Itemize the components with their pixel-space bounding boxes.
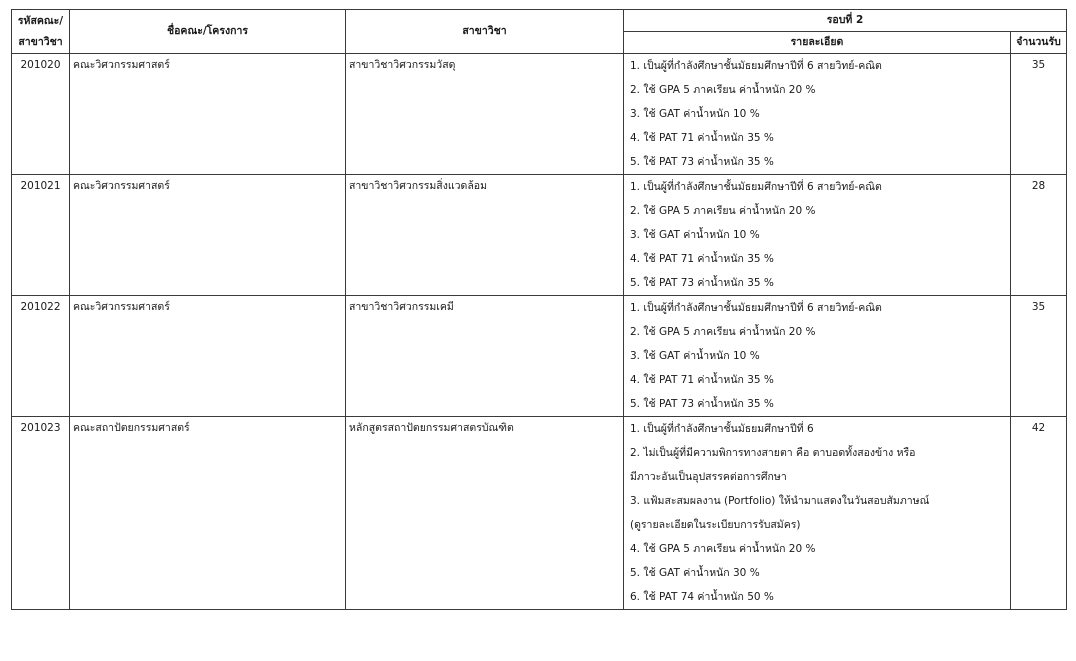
requirement-line: 1. เป็นผู้ที่กำลังศึกษาชั้นมัธยมศึกษาปีที่ 6 สายวิทย์-คณิต bbox=[630, 60, 882, 72]
program-code: 201023 bbox=[12, 417, 70, 610]
table-body bbox=[12, 54, 1067, 610]
table-row bbox=[12, 296, 1067, 417]
requirement-details bbox=[624, 175, 1011, 296]
faculty-name: คณะวิศวกรรมศาสตร์ bbox=[70, 54, 346, 175]
requirement-line: 5. ใช้ PAT 73 ค่าน้ำหนัก 35 % bbox=[630, 277, 774, 289]
seat-count: 42 bbox=[1011, 417, 1067, 610]
header-details: รายละเอียด bbox=[624, 32, 1011, 54]
program-code: 201021 bbox=[12, 175, 70, 296]
requirement-line: 2. ไม่เป็นผู้ที่มีความพิการทางสายตา คือ ตาบอดทั้งสองข้าง หรือ bbox=[630, 447, 916, 459]
requirement-line: 3. ใช้ GAT ค่าน้ำหนัก 10 % bbox=[630, 350, 760, 362]
requirement-line: 2. ใช้ GPA 5 ภาคเรียน ค่าน้ำหนัก 20 % bbox=[630, 84, 816, 96]
table-row bbox=[12, 54, 1067, 175]
requirement-details bbox=[624, 417, 1011, 610]
header-row-top bbox=[12, 10, 1067, 32]
header-code-line2: สาขาวิชา bbox=[18, 35, 63, 48]
seat-count: 35 bbox=[1011, 54, 1067, 175]
major-name: สาขาวิชาวิศวกรรมวัสดุ bbox=[346, 54, 624, 175]
requirement-details bbox=[624, 54, 1011, 175]
requirement-line: 2. ใช้ GPA 5 ภาคเรียน ค่าน้ำหนัก 20 % bbox=[630, 326, 816, 338]
requirement-line: 2. ใช้ GPA 5 ภาคเรียน ค่าน้ำหนัก 20 % bbox=[630, 205, 816, 217]
requirement-line: 1. เป็นผู้ที่กำลังศึกษาชั้นมัธยมศึกษาปีที่ 6 สายวิทย์-คณิต bbox=[630, 302, 882, 314]
requirement-line: 4. ใช้ GPA 5 ภาคเรียน ค่าน้ำหนัก 20 % bbox=[630, 543, 816, 555]
requirement-line: 3. แฟ้มสะสมผลงาน (Portfolio) ให้นำมาแสดงในวันสอบสัมภาษณ์ bbox=[630, 495, 930, 507]
requirement-line: 3. ใช้ GAT ค่าน้ำหนัก 10 % bbox=[630, 229, 760, 241]
faculty-name: คณะวิศวกรรมศาสตร์ bbox=[70, 296, 346, 417]
header-code-line1: รหัสคณะ/ bbox=[17, 14, 64, 27]
requirement-line: 1. เป็นผู้ที่กำลังศึกษาชั้นมัธยมศึกษาปีที่ 6 bbox=[630, 423, 814, 435]
requirement-line: 3. ใช้ GAT ค่าน้ำหนัก 10 % bbox=[630, 108, 760, 120]
table-row bbox=[12, 417, 1067, 610]
major-name: หลักสูตรสถาปัตยกรรมศาสตรบัณฑิต bbox=[346, 417, 624, 610]
admission-table bbox=[11, 9, 1067, 610]
program-code: 201020 bbox=[12, 54, 70, 175]
requirement-line: 4. ใช้ PAT 71 ค่าน้ำหนัก 35 % bbox=[630, 374, 774, 386]
header-code bbox=[12, 10, 70, 54]
requirement-line: 5. ใช้ PAT 73 ค่าน้ำหนัก 35 % bbox=[630, 156, 774, 168]
seat-count: 28 bbox=[1011, 175, 1067, 296]
header-faculty: ชื่อคณะ/โครงการ bbox=[70, 10, 346, 54]
major-name: สาขาวิชาวิศวกรรมสิ่งแวดล้อม bbox=[346, 175, 624, 296]
requirement-line: (ดูรายละเอียดในระเบียบการรับสมัคร) bbox=[630, 519, 801, 531]
table-row bbox=[12, 175, 1067, 296]
requirement-details bbox=[624, 296, 1011, 417]
requirement-line: มีภาวะอันเป็นอุปสรรคต่อการศึกษา bbox=[630, 471, 787, 483]
header-round: รอบที่ 2 bbox=[624, 10, 1067, 32]
requirement-line: 1. เป็นผู้ที่กำลังศึกษาชั้นมัธยมศึกษาปีที่ 6 สายวิทย์-คณิต bbox=[630, 181, 882, 193]
requirement-line: 5. ใช้ PAT 73 ค่าน้ำหนัก 35 % bbox=[630, 398, 774, 410]
program-code: 201022 bbox=[12, 296, 70, 417]
faculty-name: คณะวิศวกรรมศาสตร์ bbox=[70, 175, 346, 296]
faculty-name: คณะสถาปัตยกรรมศาสตร์ bbox=[70, 417, 346, 610]
seat-count: 35 bbox=[1011, 296, 1067, 417]
requirement-line: 4. ใช้ PAT 71 ค่าน้ำหนัก 35 % bbox=[630, 253, 774, 265]
requirement-line: 6. ใช้ PAT 74 ค่าน้ำหนัก 50 % bbox=[630, 591, 774, 603]
requirement-line: 4. ใช้ PAT 71 ค่าน้ำหนัก 35 % bbox=[630, 132, 774, 144]
major-name: สาขาวิชาวิศวกรรมเคมี bbox=[346, 296, 624, 417]
requirement-line: 5. ใช้ GAT ค่าน้ำหนัก 30 % bbox=[630, 567, 760, 579]
header-major: สาขาวิชา bbox=[346, 10, 624, 54]
header-seats: จำนวนรับ bbox=[1011, 32, 1067, 54]
